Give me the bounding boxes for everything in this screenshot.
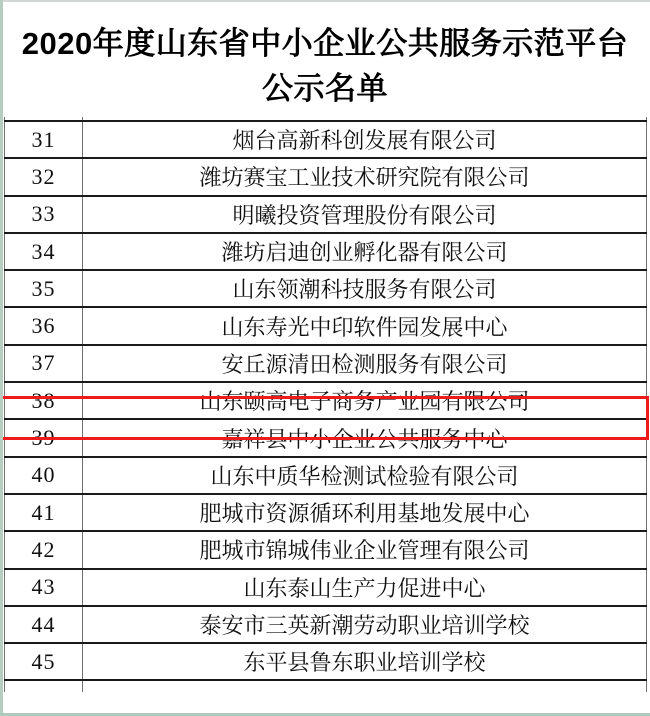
company-name-cell: 安丘源清田检测服务有限公司 <box>83 345 647 382</box>
company-name-cell: 山东领潮科技服务有限公司 <box>83 270 647 307</box>
row-number-cell: 40 <box>5 457 83 494</box>
page-title-line2: 公示名单 <box>262 71 388 106</box>
top-edge-strip <box>0 0 650 2</box>
table-row <box>5 531 647 568</box>
row-number-cell: 35 <box>5 270 83 307</box>
row-number-cell: 32 <box>5 158 83 195</box>
company-name-cell: 潍坊赛宝工业技术研究院有限公司 <box>83 158 647 195</box>
table-row <box>5 158 647 195</box>
left-edge-strip <box>0 0 3 716</box>
table-row <box>5 494 647 531</box>
row-number-cell: 43 <box>5 569 83 606</box>
row-number-cell: 45 <box>5 643 83 680</box>
company-name-cell: 山东寿光中印软件园发展中心 <box>83 307 647 344</box>
row-number-cell: 33 <box>5 196 83 233</box>
table-row <box>5 569 647 606</box>
company-name-cell: 肥城市资源循环利用基地发展中心 <box>83 494 647 531</box>
page-title-line1: 2020年度山东省中小企业公共服务示范平台 <box>21 26 629 61</box>
row-number-cell: 39 <box>5 419 83 456</box>
table-row <box>5 270 647 307</box>
table-row-highlighted <box>5 382 647 419</box>
table-row <box>5 419 647 456</box>
company-name-cell <box>83 680 647 692</box>
table-row <box>5 457 647 494</box>
row-number-cell: 42 <box>5 531 83 568</box>
company-name-cell: 泰安市三英新潮劳动职业培训学校 <box>83 606 647 643</box>
table-row <box>5 345 647 382</box>
company-name-cell: 肥城市锦城伟业企业管理有限公司 <box>83 531 647 568</box>
table-row-partial-bottom <box>5 680 647 692</box>
table-row <box>5 307 647 344</box>
row-number-cell <box>5 680 83 692</box>
company-name-cell: 东平县鲁东职业培训学校 <box>83 643 647 680</box>
company-table <box>4 117 647 692</box>
row-number-cell: 31 <box>5 121 83 158</box>
page-title <box>0 21 650 111</box>
company-name-cell: 明曦投资管理股份有限公司 <box>83 196 647 233</box>
row-number-cell: 38 <box>5 382 83 419</box>
company-name-cell: 山东中质华检测试检验有限公司 <box>83 457 647 494</box>
row-number-cell: 36 <box>5 307 83 344</box>
table-row <box>5 233 647 270</box>
table-row <box>5 643 647 680</box>
table-row <box>5 196 647 233</box>
row-number-cell: 34 <box>5 233 83 270</box>
company-name-cell: 烟台高新科创发展有限公司 <box>83 121 647 158</box>
table-row <box>5 606 647 643</box>
company-name-cell: 嘉祥县中小企业公共服务中心 <box>83 419 647 456</box>
row-number-cell: 41 <box>5 494 83 531</box>
row-number-cell: 44 <box>5 606 83 643</box>
company-name-cell: 潍坊启迪创业孵化器有限公司 <box>83 233 647 270</box>
row-number-cell: 37 <box>5 345 83 382</box>
table-row <box>5 121 647 158</box>
company-name-cell: 山东颐高电子商务产业园有限公司 <box>83 382 647 419</box>
company-name-cell: 山东泰山生产力促进中心 <box>83 569 647 606</box>
